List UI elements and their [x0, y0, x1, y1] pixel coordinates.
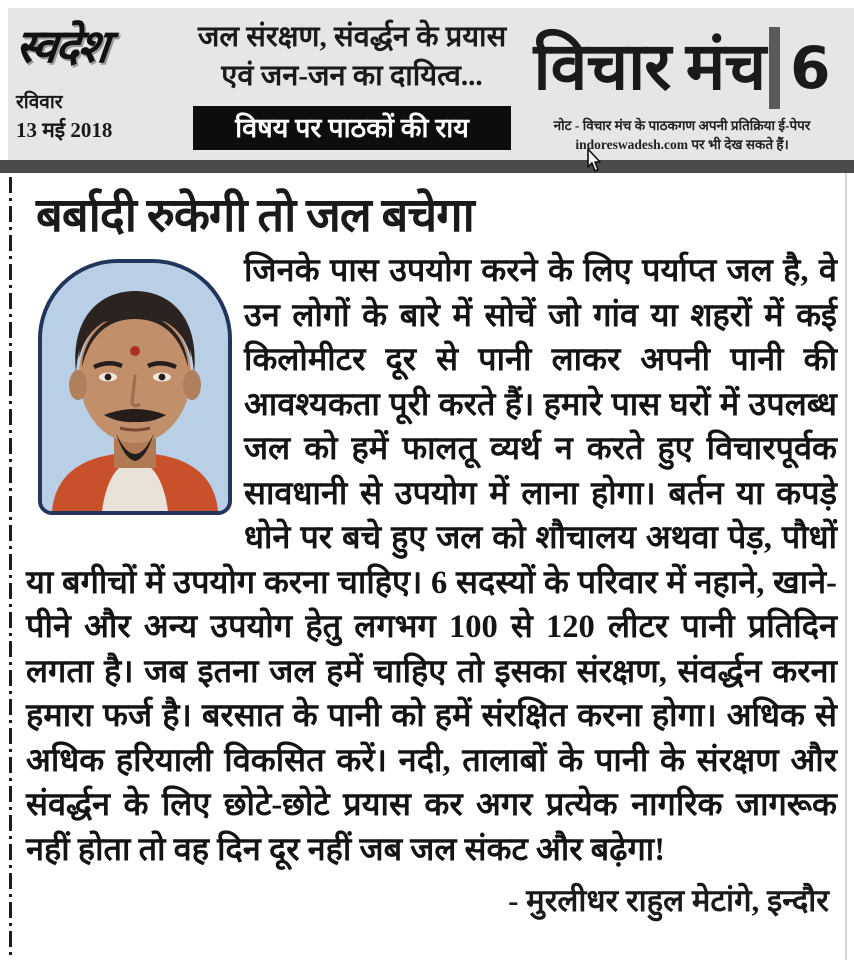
article-headline: बर्बादी रुकेगी तो जल बचेगा	[36, 190, 474, 242]
page-title-row	[514, 22, 850, 114]
page-info	[514, 22, 850, 154]
author-portrait-illustration	[42, 263, 228, 511]
mouse-cursor-icon	[585, 148, 602, 175]
date-label: 13 मई 2018	[16, 118, 113, 142]
epaper-note-line2: indoreswadesh.com पर भी देख सकते हैं।	[575, 137, 789, 152]
edition-tagline	[188, 18, 516, 150]
article-column	[8, 173, 847, 960]
author-photo	[38, 259, 232, 515]
epaper-note-line1: नोट - विचार मंच के पाठकगण अपनी प्रतिक्रिया ई-पेपर	[553, 118, 811, 133]
newspaper-logo: स्वदेश	[13, 19, 111, 73]
tagline-line2: एवं जन-जन का दायित्व...	[221, 60, 483, 92]
epaper-note	[514, 116, 850, 154]
topic-box: विषय पर पाठकों की राय	[193, 106, 511, 150]
masthead-left	[13, 16, 186, 142]
page-title: विचार मंच	[533, 31, 766, 104]
page-number-divider	[769, 27, 780, 109]
article-body: जिनके पास उपयोग करने के लिए पर्याप्त जल है, वे उन लोगों के बारे में सोचें जो गांव या शहरों में कई किलोमीटर दूर से पानी लाकर अपनी पानी की आवश्यकता पूरी करते हैं। हमारे पास घरों में उपलब्ध जल को हमें फालतू व्यर्थ न करते हुए विचारपूर्वक सावधानी से उपयोग में लाना होगा। बर्तन या कपड़े धोने पर बचे हुए जल को शौचालय अथवा पेड़, पौधों या बगीचों में उपयोग करना चाहिए। 6 सदस्यों के परिवार में नहाने, खाने-पीने और अन्य उपयोग हेतु लगभग 100 से 120 लीटर पानी प्रतिदिन लगता है। जब इतना जल हमें चाहिए तो इसका संरक्षण, संवर्द्धन करना हमारा फर्ज है। बरसात के पानी को हमें संरक्षित करना होगा। अधिक से अधिक हरियाली विकसित करें। नदी, तालाबों के पानी के संरक्षण और संवर्द्धन के लिए छोटे-छोटे प्रयास कर अगर प्रत्येक नागरिक जागरूक नहीं होता तो वह दिन दूर नहीं जब जल संकट और बढ़ेगा!	[26, 253, 837, 868]
masthead	[8, 8, 854, 160]
page-number: 6	[790, 34, 831, 102]
header-divider-bar	[0, 160, 854, 173]
author-signature: - मुरलीधर राहुल मेटांगे, इन्दौर	[508, 883, 829, 918]
weekday-label: रविवार	[16, 92, 63, 113]
tagline-line1: जल संरक्षण, संवर्द्धन के प्रयास	[197, 21, 507, 53]
